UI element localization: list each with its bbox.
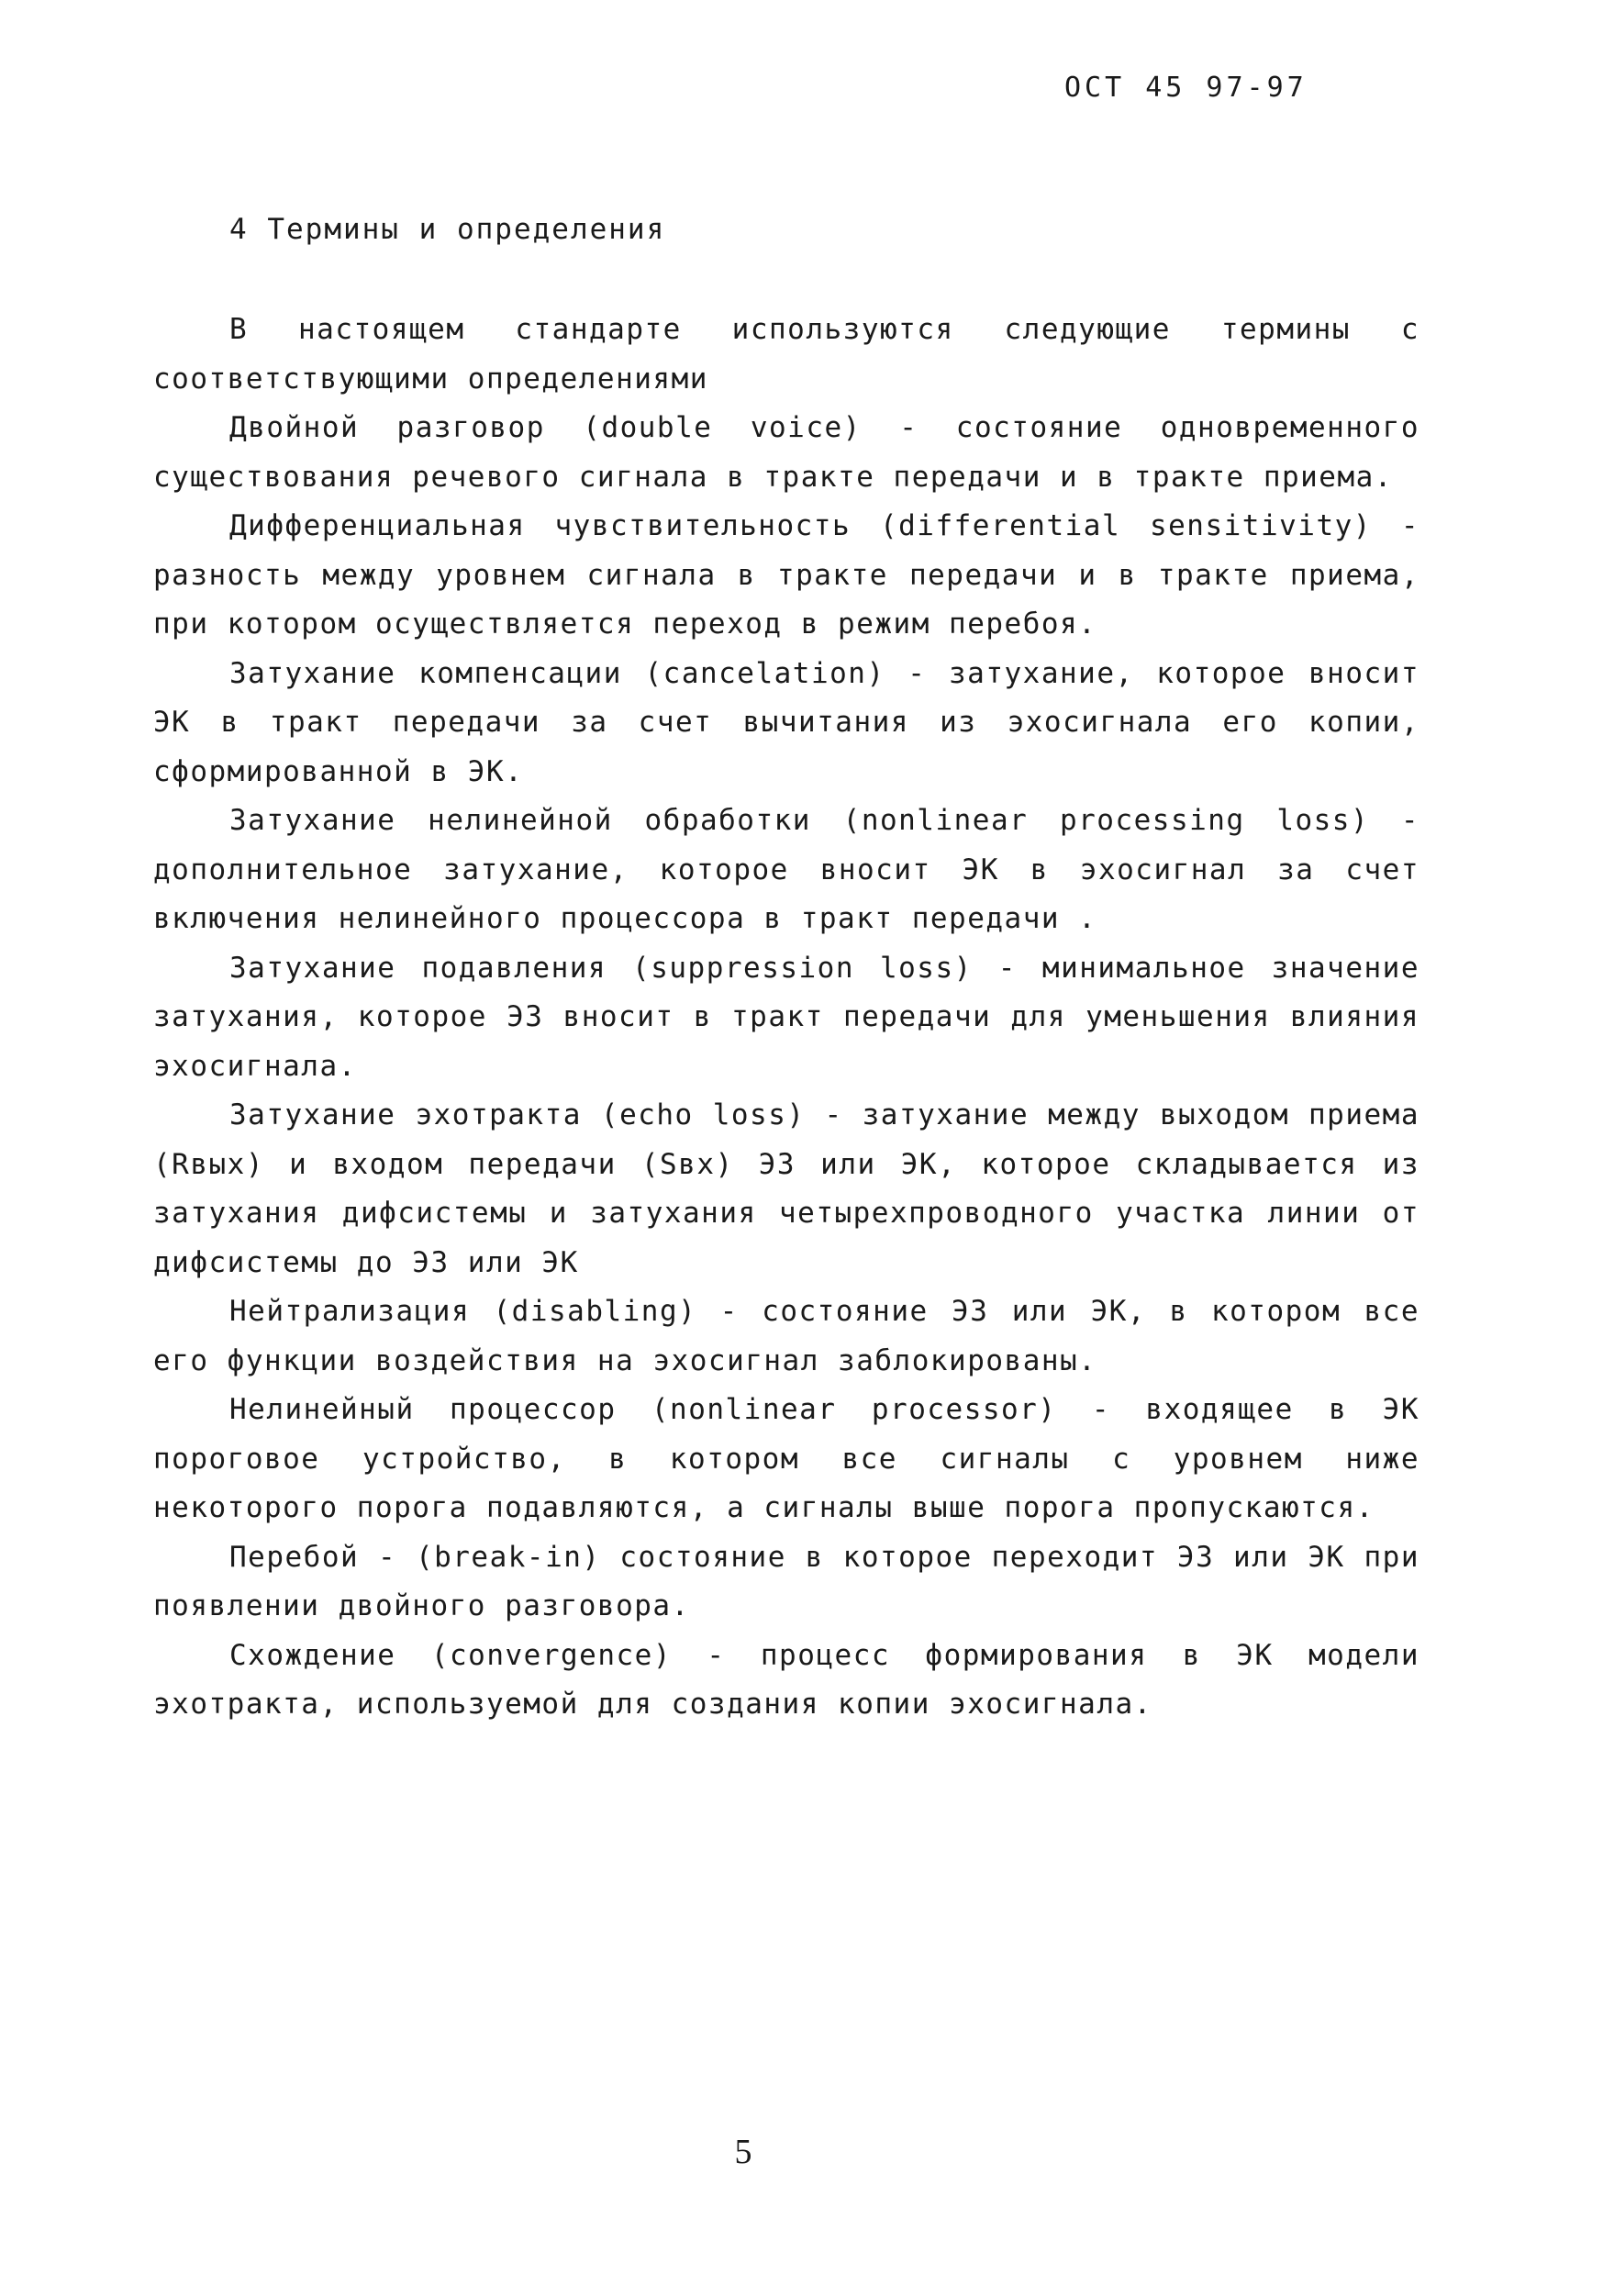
term-double-voice: Двойной разговор (double voice) - состояние одновременного существования речевого сигнала в тракте передачи и в тракте приема. bbox=[153, 411, 1419, 494]
term-echo-loss: Затухание эхотракта (echo loss) - затухание между выходом приема (Rвых) и входом передачи (Sвх) ЭЗ или ЭК, которое складывается из затухания дифсистемы и затухания четырехпроводного участка линии от дифсистемы до ЭЗ или ЭК bbox=[153, 1098, 1419, 1279]
term-differential-sensitivity: Дифференциальная чувствительность (differential sensitivity) - разность между уровнем сигнала в тракте передачи и в тракте приема, при котором осуществляется переход в режим перебоя. bbox=[153, 509, 1419, 641]
document-code: ОСТ 45 97-97 bbox=[1064, 72, 1308, 104]
term-nonlinear-processor: Нелинейный процессор (nonlinear processor) - входящее в ЭК пороговое устройство, в котором все сигналы с уровнем ниже некоторого порога подавляются, а сигналы выше порога пропускаются. bbox=[153, 1393, 1419, 1524]
term-break-in: Перебой - (break-in) состояние в которое переходит ЭЗ или ЭК при появлении двойного разговора. bbox=[153, 1540, 1419, 1622]
term-disabling: Нейтрализация (disabling) - состояние ЭЗ или ЭК, в котором все его функции воздействия на эхосигнал заблокированы. bbox=[153, 1295, 1419, 1377]
paragraph-intro: В настоящем стандарте используются следующие термины с соответствующими определениями bbox=[153, 313, 1419, 396]
section-title: 4 Термины и определения bbox=[229, 213, 666, 246]
page-number: 5 bbox=[734, 2133, 752, 2171]
terms-body bbox=[153, 306, 1419, 1730]
term-cancelation: Затухание компенсации (cancelation) - затухание, которое вносит ЭК в тракт передачи за счет вычитания из эхосигнала его копии, сформированной в ЭК. bbox=[153, 656, 1419, 788]
term-nonlinear-processing-loss: Затухание нелинейной обработки (nonlinear processing loss) - дополнительное затухание, которое вносит ЭК в эхосигнал за счет включения нелинейного процессора в тракт передачи . bbox=[153, 804, 1419, 935]
term-convergence: Схождение (convergence) - процесс формирования в ЭК модели эхотракта, используемой для создания копии эхосигнала. bbox=[153, 1638, 1419, 1721]
term-suppression-loss: Затухание подавления (suppression loss) - минимальное значение затухания, которое ЭЗ вносит в тракт передачи для уменьшения влияния эхосигнала. bbox=[153, 951, 1419, 1083]
